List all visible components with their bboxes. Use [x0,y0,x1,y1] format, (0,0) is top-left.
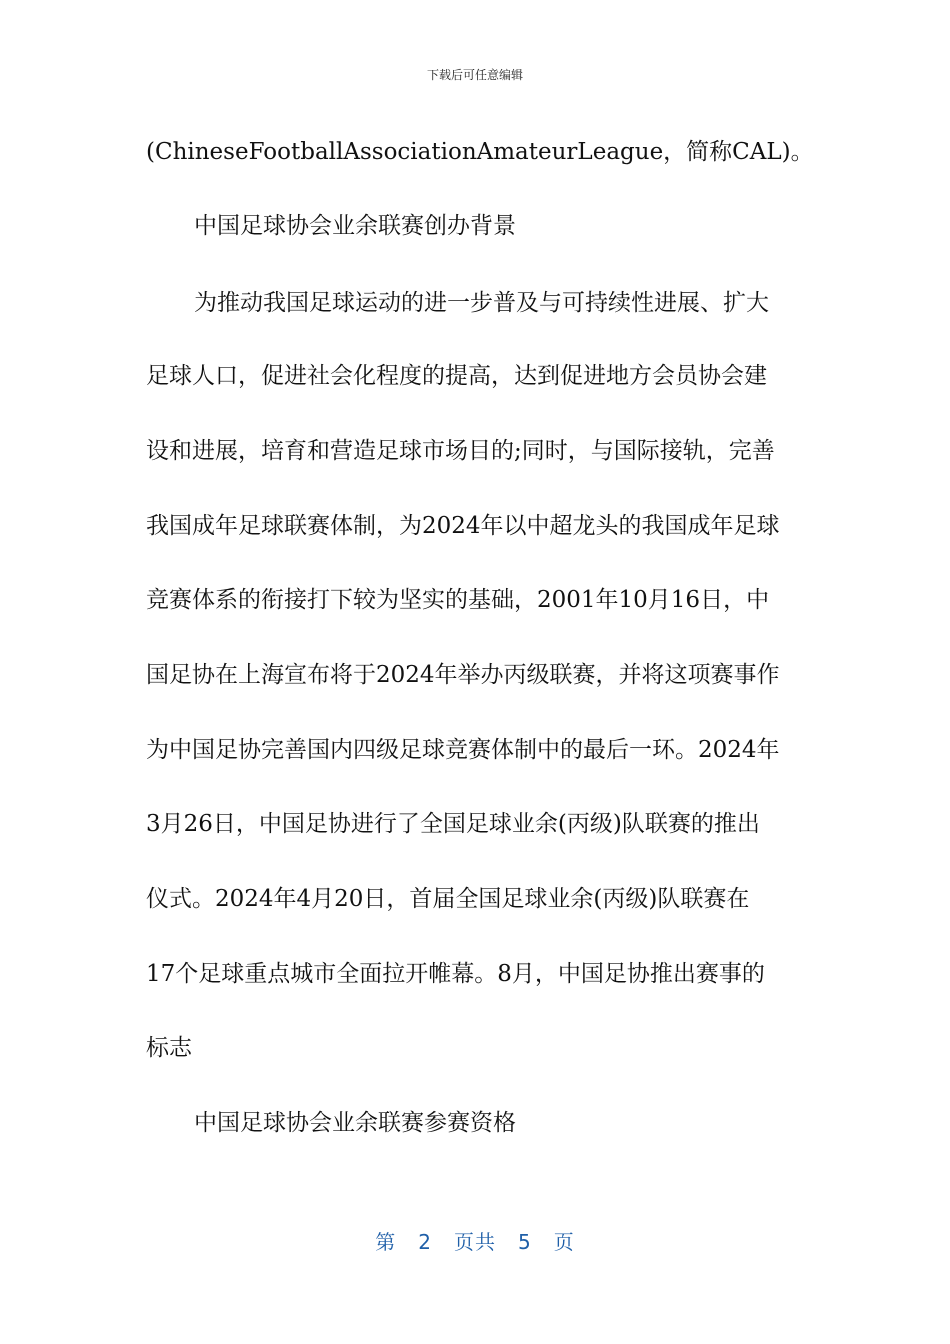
page-header: 下载后可任意编辑 [426,68,523,82]
body-line: 竞赛体系的衔接打下较为坚实的基础，2001年10月16日，中 [146,587,770,613]
section-heading: 中国足球协会业余联赛创办背景 [194,213,516,239]
footer-suffix: 页 [553,1230,575,1254]
body-line: 3月26日，中国足协进行了全国足球业余(丙级)队联赛的推出 [146,811,760,837]
body-line: 为推动我国足球运动的进一步普及与可持续性进展、扩大 [194,290,769,316]
body-line: 设和进展，培育和营造足球市场目的;同时，与国际接轨，完善 [146,438,775,464]
body-line: 足球人口，促进社会化程度的提高，达到促进地方会员协会建 [146,363,767,389]
body-line: 17个足球重点城市全面拉开帷幕。8月，中国足协推出赛事的 [146,961,765,987]
page-footer [0,1226,950,1255]
body-line: 为中国足协完善国内四级足球竞赛体制中的最后一环。2024年 [146,737,780,763]
body-line: 标志 [146,1035,192,1061]
footer-prefix: 第 [375,1230,397,1254]
body-line: 仪式。2024年4月20日，首届全国足球业余(丙级)队联赛在 [146,886,750,912]
body-line: (ChineseFootballAssociationAmateurLeague，简称CAL)。 [146,139,814,165]
section-heading: 中国足球协会业余联赛参赛资格 [194,1110,516,1136]
footer-middle: 页共 [454,1230,496,1254]
footer-page-number: 2 [418,1230,432,1254]
body-line: 国足协在上海宣布将于2024年举办丙级联赛，并将这项赛事作 [146,662,780,688]
footer-total-pages: 5 [518,1230,532,1254]
body-line: 我国成年足球联赛体制，为2024年以中超龙头的我国成年足球 [146,513,780,539]
